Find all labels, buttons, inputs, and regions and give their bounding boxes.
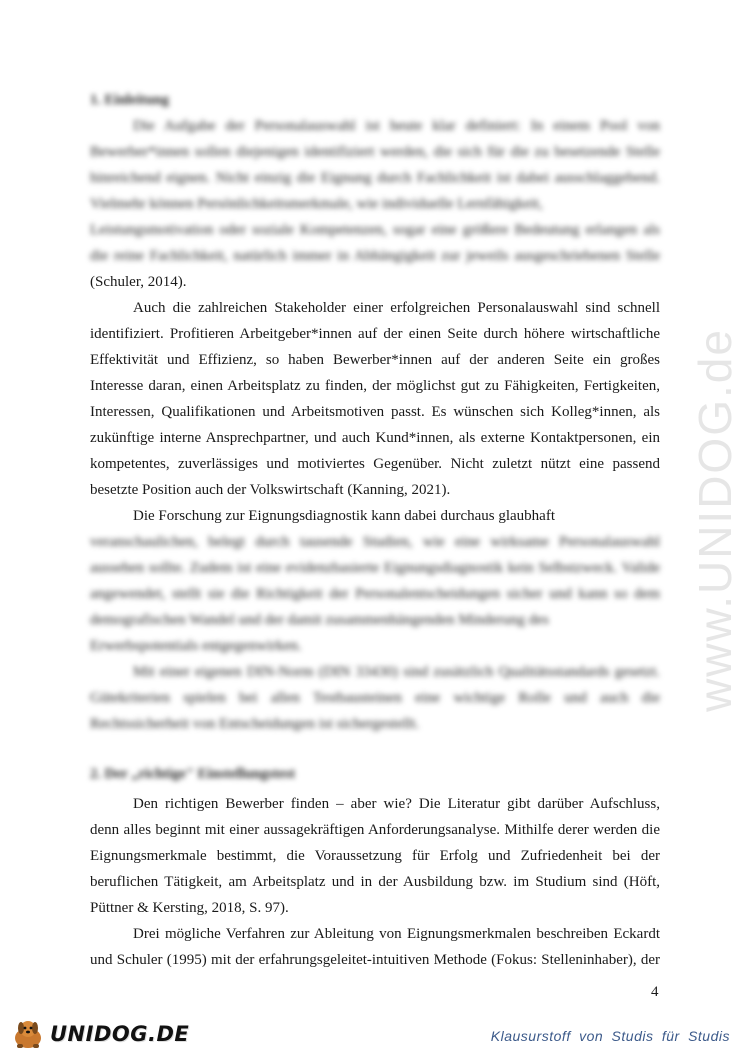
paragraph-line: Auch die zahlreichen Stakeholder einer erfolgreichen Personalauswahl sind schnell xyxy=(133,300,660,316)
footer-tagline: Klausurstoff von Studis für Studis xyxy=(490,1028,730,1044)
paragraph-line: Die Aufgabe der Personalauswahl ist heute klar definiert: In einem Pool von xyxy=(133,118,660,134)
paragraph-line: und Schuler (1995) mit der erfahrungsgeleitet-intuitiven Methode (Fokus: Stelleninhaber), der xyxy=(90,952,660,968)
paragraph-line: kompetentes, zuverlässiges und motiviertes Gegenüber. Nicht zuletzt nützt eine passend xyxy=(90,456,660,472)
paragraph-line: Interesse daran, einen Arbeitsplatz zu finden, der möglichst gut zu Fähigkeiten, Fertigkeiten, xyxy=(90,378,660,394)
logo-text: UNIDOG.DE xyxy=(50,1022,190,1046)
page-number: 4 xyxy=(651,984,659,1000)
paragraph-line: Rechtssicherheit von Entscheidungen ist sichergestellt. xyxy=(90,716,420,732)
paragraph-line: besetzte Position auch der Volkswirtschaft (Kanning, 2021). xyxy=(90,482,451,498)
paragraph-line: die reine Fachlichkeit, natürlich immer in Abhängigkeit zur jeweils ausgeschriebenen Stelle xyxy=(90,248,660,264)
paragraph-line: demografischen Wandel und der damit zusammenhängenden Minderung des xyxy=(90,612,549,628)
paragraph-line: Püttner & Kersting, 2018, S. 97). xyxy=(90,900,289,916)
paragraph-line: Eignungsmerkmale bestimmt, die Voraussetzung für Erfolg und Zufriedenheit bei der xyxy=(90,848,660,864)
paragraph-line: veranschaulichen, belegt durch tausende Studien, wie eine wirksame Personalauswahl xyxy=(90,534,660,550)
paragraph-line: Effektivität und Effizienz, so haben Bewerber*innen auf der anderen Seite ein großes xyxy=(90,352,660,368)
paragraph-line: denn alles beginnt mit einer aussagekräftigen Anforderungsanalyse. Mithilfe derer werden die xyxy=(90,822,660,838)
paragraph-line: Den richtigen Bewerber finden – aber wie? Die Literatur gibt darüber Aufschluss, xyxy=(133,796,660,812)
section2-heading: 2. Der „richtige" Einstellungstest xyxy=(90,766,296,782)
paragraph-line: Interessen, Qualifikationen und Arbeitsmotiven passt. Es wünschen sich Kolleg*innen, als xyxy=(90,404,660,420)
paragraph-line: Bewerber*innen sollen diejenigen identifiziert werden, die sich für die zu besetzende Stelle xyxy=(90,144,660,160)
watermark-text: www.UNIDOG.de xyxy=(689,328,741,712)
paragraph-line: Gütekriterien spielen bei allen Testbausteinen eine wichtige Rolle und auch die xyxy=(90,690,660,706)
paragraph-line: (Schuler, 2014). xyxy=(90,274,187,290)
paragraph-line: hinreichend eignen. Nicht einzig die Eignung durch Fachlichkeit ist dabei ausschlaggebend. xyxy=(90,170,660,186)
paragraph-line: identifiziert. Profitieren Arbeitgeber*innen auf der einen Seite durch höhere wirtschaftliche xyxy=(90,326,660,342)
paragraph-line: angewendet, stellt sie die Richtigkeit der Personalentscheidungen sicher und kann so dem xyxy=(90,586,660,602)
paragraph-line: Erwerbspotentials entgegenwirken. xyxy=(90,638,302,654)
section1-heading: 1. Einleitung xyxy=(90,92,169,108)
paragraph-line: Mit einer eigenen DIN-Norm (DIN 33430) sind zusätzlich Qualitätsstandards gesetzt. xyxy=(133,664,660,680)
paragraph-line: Drei mögliche Verfahren zur Ableitung von Eignungsmerkmalen beschreiben Eckardt xyxy=(133,926,660,942)
paragraph-line: Leistungsmotivation oder soziale Kompetenzen, sogar eine größere Bedeutung erlangen als xyxy=(90,222,660,238)
paragraph-line: Vielmehr können Persönlichkeitsmerkmale, wie individuelle Lernfähigkeit, xyxy=(90,196,543,212)
paragraph-line: zukünftige interne Ansprechpartner, und auch Kund*innen, als externe Kontaktpersonen, ein xyxy=(90,430,660,446)
unidog-logo[interactable] xyxy=(8,1018,189,1050)
paragraph-line: beruflichen Tätigkeit, am Arbeitsplatz und in der Ausbildung bzw. im Studium sind (Höft, xyxy=(90,874,660,890)
paragraph-line: aussehen sollte. Zudem ist eine evidenzbasierte Eignungsdiagnostik kein Selbstzweck. Valide xyxy=(90,560,660,576)
paragraph-line: Die Forschung zur Eignungsdiagnostik kann dabei durchaus glaubhaft xyxy=(133,508,555,524)
dog-mascot-icon xyxy=(8,1018,48,1050)
